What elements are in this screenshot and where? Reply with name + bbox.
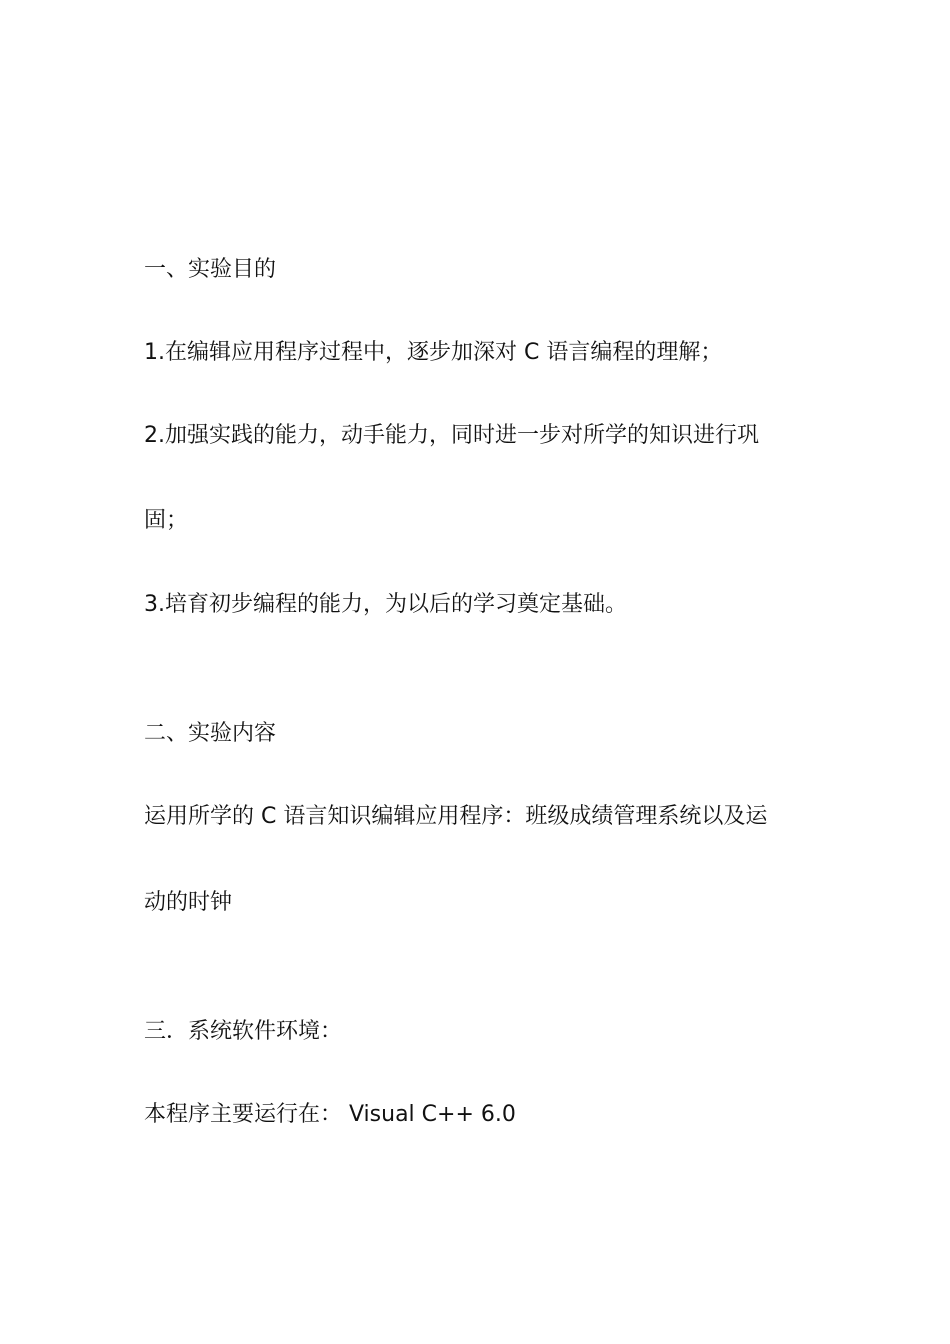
purpose-item-1: 1.在编辑应用程序过程中，逐步加深对 C 语言编程的理解； <box>144 340 723 365</box>
content-line-1: 运用所学的 C 语言知识编辑应用程序：班级成绩管理系统以及运 <box>144 804 768 829</box>
environment-line: 本程序主要运行在： Visual C++ 6.0 <box>144 1102 516 1127</box>
purpose-item-3: 3.培育初步编程的能力，为以后的学习奠定基础。 <box>144 592 627 617</box>
purpose-item-2-line-1: 2.加强实践的能力，动手能力，同时进一步对所学的知识进行巩 <box>144 423 759 448</box>
section-heading-environment: 三．系统软件环境： <box>144 1019 343 1044</box>
section-heading-content: 二、实验内容 <box>144 721 277 746</box>
purpose-item-2-line-2: 固； <box>144 508 189 533</box>
content-line-2: 动的时钟 <box>144 890 233 915</box>
section-heading-purpose: 一、实验目的 <box>144 257 277 282</box>
